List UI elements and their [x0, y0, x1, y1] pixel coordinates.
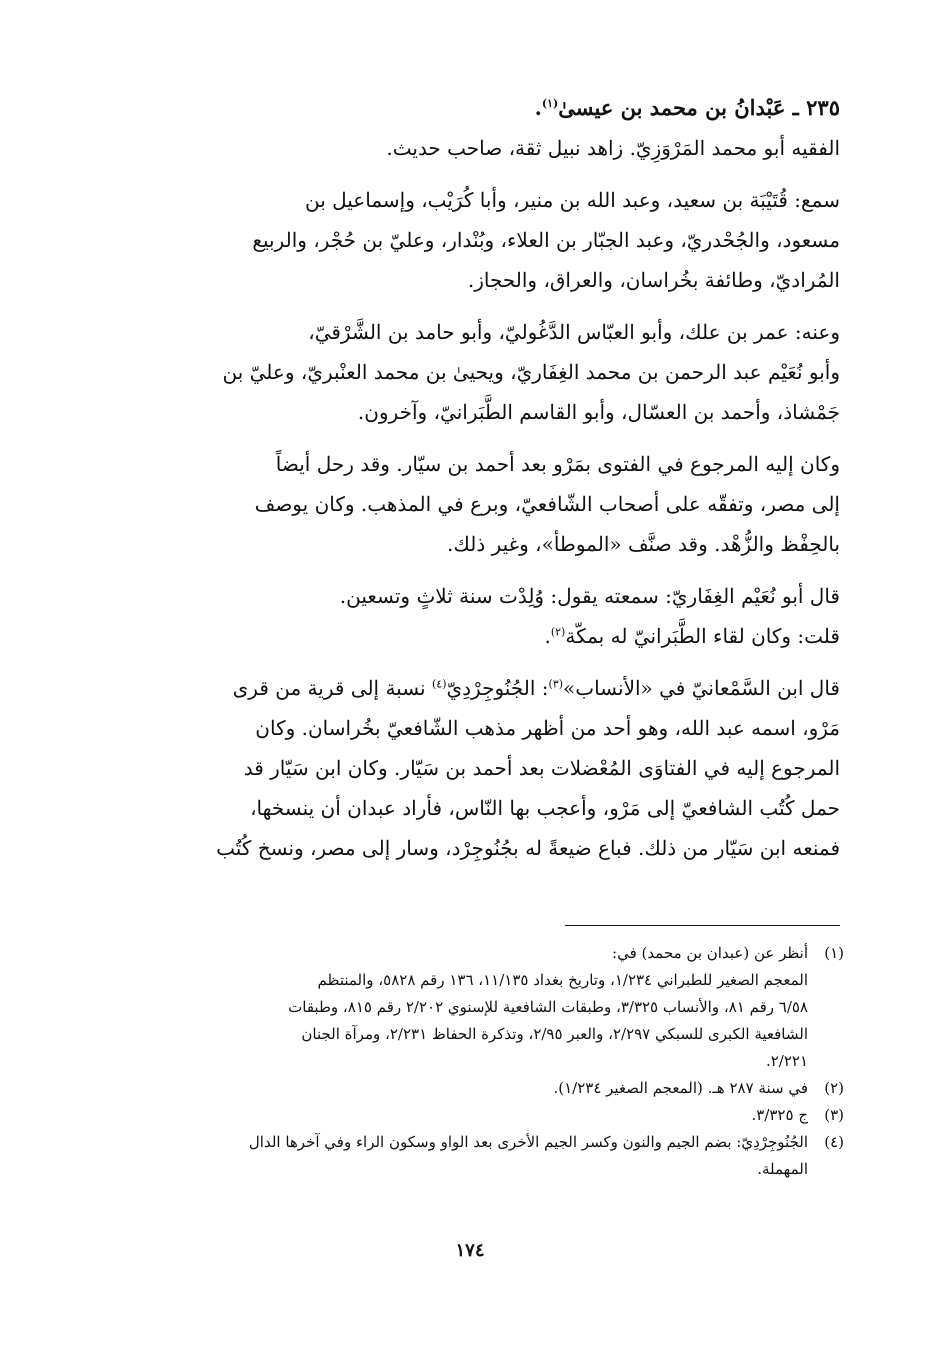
qultu-period: . [544, 624, 551, 648]
page-number: ١٧٤ [455, 1240, 485, 1261]
footnote-line: ٢/٢٢١. [765, 1052, 808, 1070]
text-line [128, 616, 840, 656]
footnote-line: الجُنُوجِرْدِيّ: بضم الجيم والنون وكسر الجيم الأخرى بعد الواو وسكون الراء وفي آخرها الدال [248, 1133, 808, 1151]
text-line: المُراديّ، وطائفة بخُراسان، والعراق، والحجاز. [467, 268, 840, 292]
entry-intro: الفقيه أبو محمد المَرْوَزِيّ. زاهد نبيل ثقة، صاحب حديث. [386, 136, 840, 160]
footnote-divider [565, 925, 840, 926]
footnote-1 [128, 940, 844, 1075]
text-line: مَرْو، اسمه عبد الله، وهو أحد من أظهر مذهب الشّافعيّ بخُراسان. وكان [255, 716, 840, 740]
footnote-number: (١) [824, 944, 844, 962]
text-line: المرجوع إليه في الفتاوَى المُعْضلات بعد أحمد بن سَيّار. وكان ابن سَيّار قد [243, 756, 840, 780]
footnote-line: المهملة. [757, 1160, 808, 1178]
text-line: وأبو نُعَيْم عبد الرحمن بن محمد الغِفَاريّ، ويحيىٰ بن محمد العنْبريّ، وعليّ بن [222, 360, 840, 384]
entry-heading [128, 88, 840, 128]
text-line: إلى مصر، وتفقّه على أصحاب الشّافعيّ، وبرع في المذهب. وكان يوصف [254, 492, 840, 516]
text-line: حمل كُتُب الشافعيّ إلى مَرْو، وأعجب بها النّاس، فأراد عبدان أن ينسخها، [250, 796, 840, 820]
text-line: وعنه: عمر بن علك، وأبو العبّاس الدَّغُوليّ، وأبو حامد بن الشَّرْقيّ، [308, 320, 840, 344]
footnotes [128, 940, 844, 1183]
footnote-line: ج ٣/٣٢٥. [751, 1106, 808, 1124]
footnote-number: (٤) [824, 1133, 844, 1151]
paragraph-gap [128, 168, 840, 180]
footnote-line: ٦/٥٨ رقم ٨١، والأنساب ٣/٣٢٥، وطبقات الشافعية للإسنوي ٢/٢٠٢ رقم ٨١٥، وطبقات [288, 998, 808, 1016]
paragraph-narrators [128, 312, 840, 432]
text-line: سمع: قُتَيْبَة بن سعيد، وعبد الله بن منير، وأبا كُرَيْب، وإسماعيل بن [304, 188, 840, 212]
entry-heading-period: . [534, 95, 542, 120]
footnote-line: الشافعية الكبرى للسبكي ٢/٢٩٧، والعبر ٢/٩٥، وتذكرة الحفاظ ٢/٢٣١، ومرآة الجنان [301, 1025, 808, 1043]
samani-text-b: : الجُنُوجِرْدِيّ [446, 676, 549, 700]
paragraph-gap [128, 432, 840, 444]
footnote-ref-3: (٣) [548, 677, 563, 691]
paragraph-birth [128, 576, 840, 656]
paragraph-gap [128, 300, 840, 312]
paragraph-authority [128, 444, 840, 564]
text-line: بالحِفْظ والزُّهْد. وقد صنَّف «الموطأ»، وغير ذلك. [447, 532, 840, 556]
paragraph-gap [128, 564, 840, 576]
paragraph-gap [128, 656, 840, 668]
footnote-4 [128, 1129, 844, 1183]
samani-text-c: نسبة إلى قرية من قرى [232, 676, 432, 700]
samani-text-a: قال ابن السَّمْعانيّ في «الأنساب» [563, 676, 840, 700]
main-text [128, 88, 840, 868]
footnote-body [128, 940, 808, 1075]
footnote-line: في سنة ٢٨٧ هـ. (المعجم الصغير ١/٢٣٤). [553, 1079, 808, 1097]
footnote-3 [128, 1102, 844, 1129]
footnote-line: أنظر عن (عبدان بن محمد) في: [612, 944, 808, 962]
paragraph-samani [128, 668, 840, 868]
paragraph-heard-from [128, 180, 840, 300]
text-line: فمنعه ابن سَيّار من ذلك. فباع ضيعةً له بجُنُوجِرْد، وسار إلى مصر، ونسخ كُتُب [216, 836, 840, 860]
footnote-number: (٣) [824, 1106, 844, 1124]
footnote-body [128, 1075, 808, 1102]
qultu-text: قلت: وكان لقاء الطَّبَرانيّ له بمكّة [565, 624, 840, 648]
text-line [128, 668, 840, 708]
text-line: وكان إليه المرجوع في الفتوى بمَرْو بعد أحمد بن سيّار. وقد رحل أيضاً [275, 452, 840, 476]
footnote-ref-2: (٢) [550, 625, 566, 639]
text-line: قال أبو نُعَيْم الغِفَاريّ: سمعته يقول: وُلِدْت سنة ثلاثٍ وتسعين. [339, 584, 840, 608]
text-line: مسعود، والجُحْدريّ، وعبد الجبّار بن العلاء، وبُنْدار، وعليّ بن حُجْر، والربيع [252, 228, 840, 252]
text-line: جَمْشاذ، وأحمد بن العسّال، وأبو القاسم الطَّبَرانيّ، وآخرون. [357, 400, 840, 424]
entry-heading-text: ٢٣٥ ـ عَبْدانُ بن محمد بن عيسىٰ [558, 95, 840, 120]
footnote-ref-1: (١) [541, 97, 559, 110]
footnote-2 [128, 1075, 844, 1102]
footnote-ref-4: (٤) [431, 677, 447, 691]
footnote-body [128, 1129, 808, 1183]
footnote-body [128, 1102, 808, 1129]
footnote-number: (٢) [824, 1079, 844, 1097]
footnote-line: المعجم الصغير للطبراني ١/٢٣٤، وتاريخ بغداد ١١/١٣٥، ١٣٦ رقم ٥٨٢٨، والمنتظم [317, 971, 808, 989]
